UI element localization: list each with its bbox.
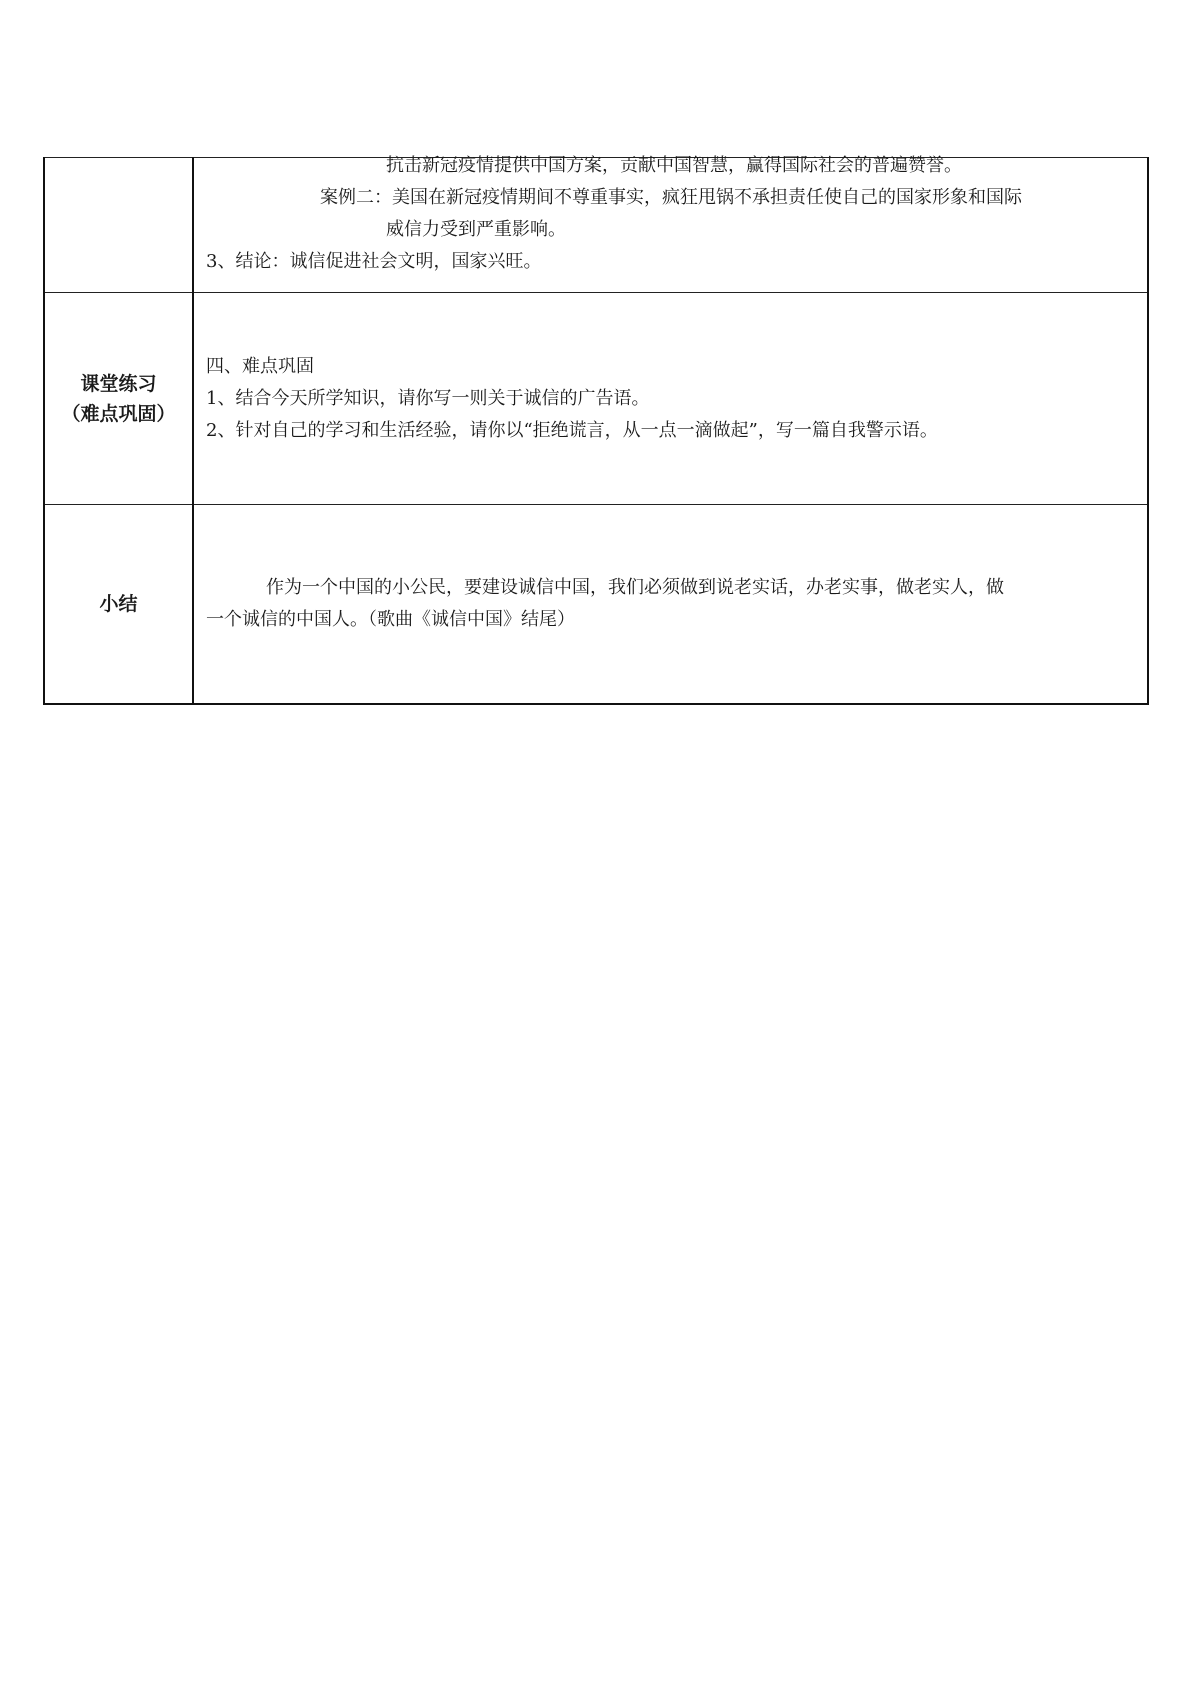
case2-continuation-line: 威信力受到严重影响。 <box>386 219 566 240</box>
conclusion-line: 3、结论：诚信促进社会文明，国家兴旺。 <box>206 251 542 272</box>
practice-content-cell <box>193 293 1148 505</box>
practice-item-1: 1、结合今天所学知识，请你写一则关于诚信的广告语。 <box>206 387 650 409</box>
practice-heading: 四、难点巩固 <box>206 355 314 377</box>
practice-label-line-2: （难点巩固） <box>61 402 176 425</box>
case2-label: 案例二： <box>320 187 392 208</box>
summary-paragraph-line-1: 作为一个中国的小公民，要建设诚信中国，我们必须做到说老实话，办老实事，做老实人，做 <box>266 576 1004 598</box>
case-content-cell <box>193 155 1148 293</box>
case1-continuation-line: 抗击新冠疫情提供中国方案，贡献中国智慧，赢得国际社会的普遍赞誉。 <box>386 155 962 176</box>
practice-label-line-1: 课堂练习 <box>80 372 157 395</box>
case2-line <box>206 182 1135 214</box>
row-label-practice <box>44 293 193 505</box>
practice-item-2: 2、针对自己的学习和生活经验，请你以“拒绝谎言，从一点一滴做起”，写一篇自我警示语。 <box>206 419 938 441</box>
summary-paragraph-line-2: 一个诚信的中国人。（歌曲《诚信中国》结尾） <box>206 608 575 630</box>
row-label-empty <box>44 158 193 293</box>
row-label-summary <box>44 505 193 704</box>
case2-text-1: 美国在新冠疫情期间不尊重事实，疯狂甩锅不承担责任使自己的国家形象和国际 <box>392 187 1022 208</box>
table-row <box>44 293 1148 505</box>
summary-label: 小结 <box>99 592 138 615</box>
table-row <box>44 158 1148 293</box>
summary-content-cell <box>193 505 1148 704</box>
table-row <box>44 505 1148 704</box>
lesson-plan-table <box>43 157 1149 705</box>
